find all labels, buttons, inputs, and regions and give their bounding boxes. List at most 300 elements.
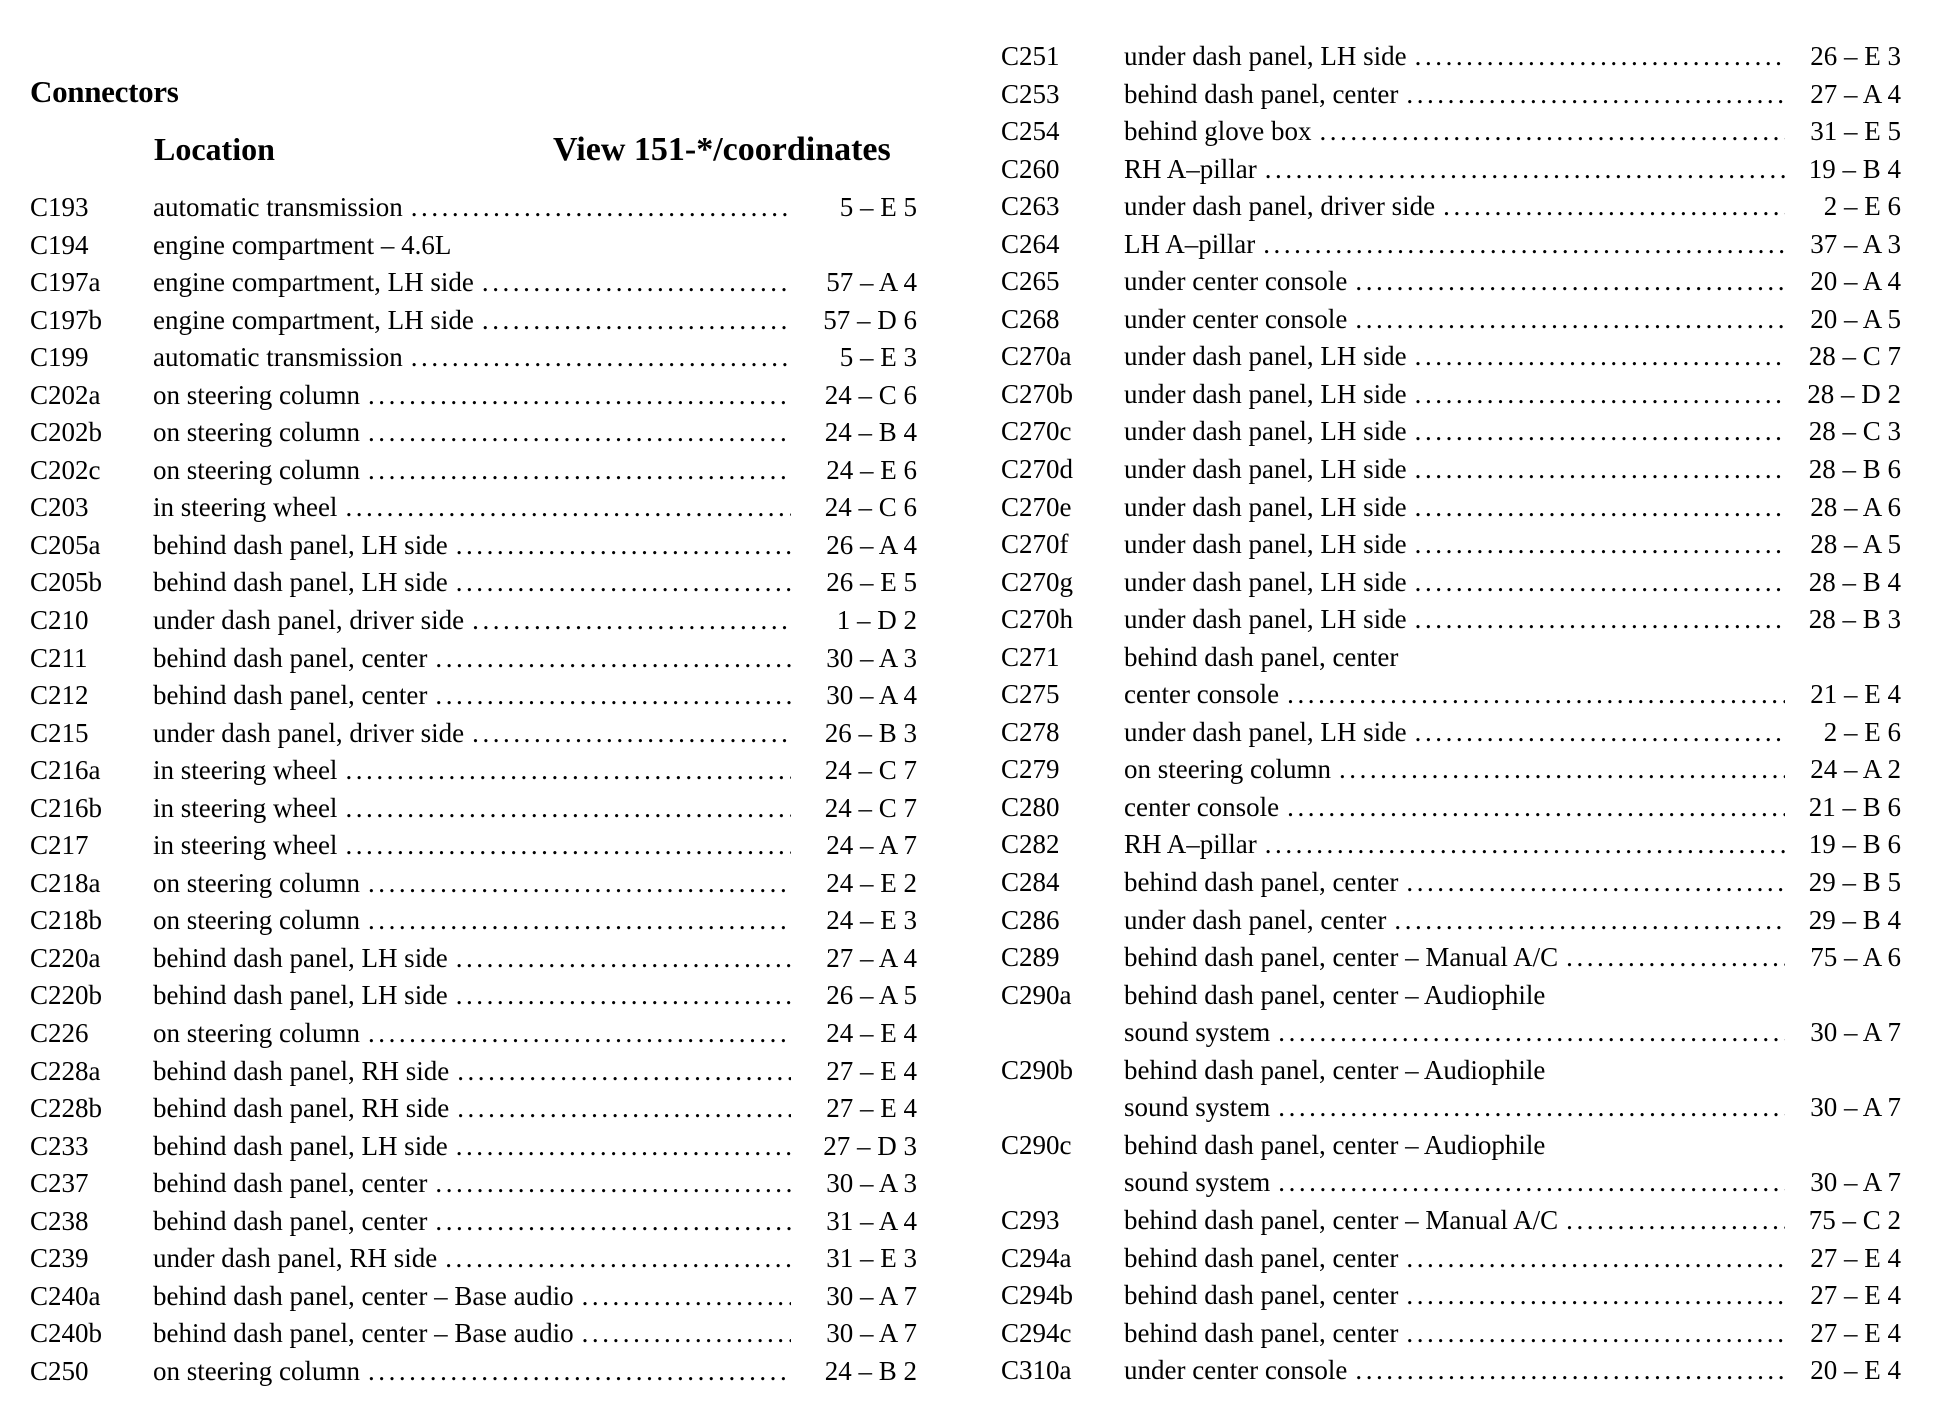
connector-code: C289 [1001,942,1060,973]
connector-row [30,940,940,978]
connector-row [30,339,940,377]
connector-location-cell [1124,939,1791,977]
connector-location: center console [1124,791,1280,822]
connector-location: in steering wheel [153,492,338,523]
connector-location: behind dash panel, center – Audiophile [1124,979,1546,1010]
dot-leader [435,1203,791,1241]
connector-row [1001,113,1911,151]
connector-location-cell [153,790,797,828]
connector-location: on steering column [153,867,360,898]
dot-leader [1406,76,1785,114]
dot-leader [1278,1164,1785,1202]
connector-location: RH A–pillar [1124,153,1257,184]
connector-location: on steering column [153,417,360,448]
connector-code: C197a [30,267,101,298]
view-coordinate: 20 – E 4 [1810,1355,1901,1386]
connector-location: behind dash panel, center [153,1168,428,1199]
connector-row [1001,676,1911,714]
dot-leader [1406,864,1785,902]
connector-row [30,302,940,340]
dot-leader [368,377,791,415]
connector-location-cell [153,977,797,1015]
connector-row [30,377,940,415]
connector-location-cell [153,564,797,602]
connector-code: C199 [30,342,89,373]
connector-location: behind dash panel, LH side [153,529,448,560]
connector-location: RH A–pillar [1124,829,1257,860]
connector-code: C278 [1001,716,1060,747]
connector-code: C220b [30,980,103,1011]
dot-leader [1339,751,1785,789]
dot-leader [1265,826,1785,864]
connector-row [30,1090,940,1128]
view-coordinate: 28 – B 4 [1808,566,1901,597]
dot-leader [1566,1202,1785,1240]
connector-code: C251 [1001,41,1060,71]
connector-code: C282 [1001,829,1060,860]
connector-row [1001,526,1911,564]
view-coordinate: 2 – E 6 [1823,716,1901,747]
view-coordinate: 30 – A 3 [826,1168,917,1199]
connector-location: under dash panel, LH side [1124,41,1407,71]
connector-location: under center console [1124,1355,1348,1386]
connector-row [30,1240,940,1278]
connector-row [1001,751,1911,789]
connector-location: engine compartment, LH side [153,267,474,298]
dot-leader [1287,789,1785,827]
view-coordinate: 20 – A 5 [1810,303,1901,334]
view-coordinate: 27 – E 4 [1810,1280,1901,1311]
connector-row [1001,826,1911,864]
connector-location-cell [153,1240,797,1278]
dot-leader [345,827,791,865]
connector-code: C293 [1001,1204,1060,1235]
view-coordinate: 27 – E 4 [1810,1242,1901,1273]
connector-row [30,414,940,452]
connector-row [1001,1052,1911,1090]
connector-location-cell [1124,489,1791,527]
connector-location-cell [1124,564,1791,602]
view-coordinate: 75 – A 6 [1810,942,1901,973]
view-coordinate: 28 – C 7 [1808,341,1901,372]
connector-code: C254 [1001,116,1060,147]
dot-leader [456,1128,791,1166]
view-coordinate: 30 – A 3 [826,642,917,673]
view-coordinate: 24 – B 2 [824,1355,917,1386]
connector-location-cell [153,1203,797,1241]
connector-location: under dash panel, LH side [1124,604,1407,635]
connector-row [1001,902,1911,940]
dot-leader [456,940,791,978]
connector-code: C194 [30,229,89,260]
dot-leader [435,677,791,715]
connector-row [1001,413,1911,451]
connector-location: behind dash panel, center [153,680,428,711]
connector-row [30,1203,940,1241]
connector-location: automatic transmission [153,192,403,222]
connector-row [1001,939,1911,977]
dot-leader [472,602,791,640]
connector-row [30,1353,940,1391]
connector-location-cell [1124,639,1791,677]
connector-location: under dash panel, RH side [153,1243,438,1274]
connector-row [30,790,940,828]
connector-location: on steering column [153,1355,360,1386]
connector-row [1001,1352,1911,1390]
connector-location: on steering column [1124,754,1331,785]
connector-code: C240a [30,1280,101,1311]
connector-code: C294c [1001,1317,1072,1348]
connector-location: behind glove box [1124,116,1312,147]
connector-row [30,527,940,565]
connector-code: C265 [1001,266,1060,297]
connector-location: under dash panel, LH side [1124,454,1407,485]
connector-location: sound system [1124,1017,1271,1048]
connector-code: C268 [1001,303,1060,334]
view-coordinate: 27 – D 3 [823,1130,917,1161]
connector-location-cell [1124,1352,1791,1390]
connector-code: C275 [1001,679,1060,710]
connector-code: C212 [30,680,89,711]
connector-location: under dash panel, LH side [1124,491,1407,522]
connector-location-cell [1124,714,1791,752]
dot-leader [1278,1089,1785,1127]
connector-row [1001,1089,1911,1127]
connector-location-cell [1124,751,1791,789]
connector-location: under dash panel, LH side [1124,566,1407,597]
view-coordinate: 5 – E 3 [839,342,917,373]
connector-row [1001,1315,1911,1353]
connector-code: C290b [1001,1054,1074,1085]
connector-code: C218a [30,867,101,898]
view-coordinate: 30 – A 4 [826,680,917,711]
dot-leader [1355,263,1785,301]
dot-leader [1319,113,1785,151]
connector-row [1001,714,1911,752]
connector-row [30,264,940,302]
view-coordinate: 26 – A 5 [826,980,917,1011]
connector-location: behind dash panel, center – Manual A/C [1124,942,1559,973]
dot-leader [582,1278,791,1316]
dot-leader [1406,1277,1785,1315]
connector-location: behind dash panel, LH side [153,942,448,973]
connector-row [30,827,940,865]
connector-location: behind dash panel, center [1124,1242,1399,1273]
dot-leader [1415,601,1785,639]
dot-leader [456,564,791,602]
dot-leader [482,264,791,302]
dot-leader [368,452,791,490]
connector-location-cell [1124,601,1791,639]
connector-location: sound system [1124,1092,1271,1123]
connector-location: behind dash panel, RH side [153,1093,450,1124]
dot-leader [457,1053,791,1091]
dot-leader [1415,714,1785,752]
dot-leader [435,1165,791,1203]
view-coordinate: 26 – B 3 [824,717,917,748]
connector-location: behind dash panel, LH side [153,567,448,598]
connector-location-cell [153,640,797,678]
dot-leader [456,977,791,1015]
connector-row [30,1278,940,1316]
connector-location: behind dash panel, center [1124,1280,1399,1311]
connector-row [30,715,940,753]
connector-row [1001,1014,1911,1052]
connector-location-cell [153,377,797,415]
connector-code: C239 [30,1243,89,1274]
connector-location-cell [1124,789,1791,827]
dot-leader [345,752,791,790]
dot-leader [345,790,791,828]
view-coordinate: 57 – D 6 [823,304,917,335]
view-coordinate: 24 – E 4 [826,1018,917,1049]
connector-location: behind dash panel, center [1124,641,1399,672]
view-coordinate: 57 – A 4 [826,267,917,298]
view-coordinate: 21 – B 6 [1808,791,1901,822]
connector-location-cell [153,1315,797,1353]
view-coordinate: 30 – A 7 [826,1280,917,1311]
dot-leader [1566,939,1785,977]
dot-leader [1443,188,1785,226]
connector-code: C202a [30,379,101,410]
connector-location: sound system [1124,1167,1271,1198]
connector-location: on steering column [153,379,360,410]
connector-code: C202c [30,454,101,485]
connector-location: automatic transmission [153,342,403,373]
connector-row [30,902,940,940]
view-coordinate: 27 – E 4 [826,1055,917,1086]
connector-row [1001,977,1911,1015]
connector-code: C253 [1001,78,1060,109]
connector-location: in steering wheel [153,755,338,786]
dot-leader [1415,451,1785,489]
connector-code: C226 [30,1018,89,1049]
connector-location: center console [1124,679,1280,710]
connector-location-cell [1124,1052,1791,1090]
connector-code: C271 [1001,641,1060,672]
connector-location-cell [1124,902,1791,940]
connector-code: C279 [1001,754,1060,785]
connector-row [1001,1164,1911,1202]
view-coordinate: 24 – E 3 [826,905,917,936]
view-coordinate: 26 – E 5 [826,567,917,598]
dot-leader [345,489,791,527]
view-coordinate: 21 – E 4 [1810,679,1901,710]
connector-code: C286 [1001,904,1060,935]
connector-row [30,189,940,227]
connector-location: under dash panel, LH side [1124,341,1407,372]
connector-location-cell [153,865,797,903]
connector-row [30,564,940,602]
connector-code: C290a [1001,979,1072,1010]
view-coordinate: 29 – B 5 [1808,867,1901,898]
view-coordinate: 30 – A 7 [1810,1167,1901,1198]
view-coordinate: 31 – E 5 [1810,116,1901,147]
connector-location-cell [1124,526,1791,564]
connector-location-cell [153,489,797,527]
view-coordinate: 26 – E 3 [1810,41,1901,71]
dot-leader [1287,676,1785,714]
view-coordinate: 29 – B 4 [1808,904,1901,935]
connector-location-cell [153,189,797,227]
connector-location-cell [153,1053,797,1091]
connector-code: C210 [30,605,89,636]
connector-row [30,977,940,1015]
view-coordinate: 24 – C 7 [824,755,917,786]
view-coordinate: 24 – A 2 [1810,754,1901,785]
connector-code: C211 [30,642,88,673]
connector-code: C205b [30,567,103,598]
view-coordinate: 75 – C 2 [1808,1204,1901,1235]
connector-row [1001,1277,1911,1315]
connector-location-cell [153,1128,797,1166]
connector-location: on steering column [153,454,360,485]
connector-location: under dash panel, driver side [153,605,465,636]
connector-row [30,1128,940,1166]
view-coordinate: 26 – A 4 [826,529,917,560]
connector-location: engine compartment – 4.6L [153,229,452,260]
connector-location-cell [1124,1240,1791,1278]
connector-location: behind dash panel, center [1124,1317,1399,1348]
connector-code: C270h [1001,604,1074,635]
connector-code: C270f [1001,529,1069,560]
connector-row [1001,151,1911,189]
connector-location-cell [1124,1315,1791,1353]
connector-location-cell [153,227,797,265]
connector-location-cell [1124,338,1791,376]
connector-code: C216a [30,755,101,786]
view-coordinate: 30 – A 7 [826,1318,917,1349]
dot-leader [411,339,791,377]
connector-location-cell [153,677,797,715]
connector-row [1001,1127,1911,1165]
connector-location-cell [1124,376,1791,414]
connector-code: C240b [30,1318,103,1349]
connector-code: C284 [1001,867,1060,898]
dot-leader [1355,1352,1785,1390]
view-coordinate: 20 – A 4 [1810,266,1901,297]
connector-code: C202b [30,417,103,448]
connector-code: C263 [1001,191,1060,222]
view-coordinate: 1 – D 2 [836,605,917,636]
view-coordinate: 28 – B 3 [1808,604,1901,635]
view-coordinate: 2 – E 6 [1823,191,1901,222]
connector-location-cell [1124,1277,1791,1315]
connector-code: C270c [1001,416,1072,447]
dot-leader [1355,301,1785,339]
dot-leader [1394,902,1785,940]
location-column-header: Location [154,131,275,167]
dot-leader [368,865,791,903]
connector-location-cell [1124,188,1791,226]
connector-code: C216b [30,792,103,823]
connector-row [30,452,940,490]
connector-row [30,227,940,265]
connector-row [1001,188,1911,226]
view-coordinate: 28 – C 3 [1808,416,1901,447]
connector-location: behind dash panel, center [1124,867,1399,898]
connector-location: behind dash panel, LH side [153,1130,448,1161]
connector-location-cell [1124,226,1791,264]
connector-location: under dash panel, driver side [153,717,465,748]
connector-location-cell [153,1165,797,1203]
dot-leader [368,1353,791,1391]
dot-leader [1406,1315,1785,1353]
connector-location: under dash panel, center [1124,904,1387,935]
view-coordinate: 24 – C 6 [824,379,917,410]
connector-location-cell [153,1278,797,1316]
connector-code: C250 [30,1355,89,1386]
connector-location-cell [1124,1164,1791,1202]
connector-row [30,865,940,903]
connector-row [30,640,940,678]
connector-location-cell [153,902,797,940]
connector-location: behind dash panel, LH side [153,980,448,1011]
connector-location: engine compartment, LH side [153,304,474,335]
connector-code: C290c [1001,1129,1072,1160]
page-title: Connectors [30,74,179,109]
connector-row [30,752,940,790]
connector-code: C215 [30,717,89,748]
dot-leader [1415,564,1785,602]
connector-location-cell [1124,676,1791,714]
connector-row [1001,789,1911,827]
connector-location: behind dash panel, center – Manual A/C [1124,1204,1559,1235]
connector-code: C270d [1001,454,1074,485]
connector-location-cell [1124,1202,1791,1240]
connector-row [30,1165,940,1203]
connector-code: C233 [30,1130,89,1161]
connector-location-cell [153,1353,797,1391]
view-coordinate: 28 – D 2 [1807,378,1901,409]
dot-leader [457,1090,791,1128]
view-coordinate: 31 – A 4 [826,1205,917,1236]
connector-location: behind dash panel, center [153,642,428,673]
view-coordinate: 24 – C 6 [824,492,917,523]
connector-code: C228a [30,1055,101,1086]
dot-leader [1415,376,1785,414]
connector-location: in steering wheel [153,792,338,823]
view-coordinate: 24 – E 2 [826,867,917,898]
connector-location-cell [1124,38,1791,76]
connector-location: under center console [1124,303,1348,334]
dot-leader [411,189,791,227]
connector-location-cell [1124,451,1791,489]
connector-location: LH A–pillar [1124,228,1256,259]
connector-location-cell [1124,301,1791,339]
view-coordinate: 24 – E 6 [826,454,917,485]
view-coordinate: 24 – B 4 [824,417,917,448]
connector-location-cell [153,827,797,865]
view-coordinate: 27 – E 4 [826,1093,917,1124]
connector-row [1001,1202,1911,1240]
connector-location: under dash panel, LH side [1124,529,1407,560]
connector-location-cell [153,527,797,565]
connector-row [1001,864,1911,902]
dot-leader [1263,226,1785,264]
connector-row [1001,489,1911,527]
view-coordinate: 27 – A 4 [1810,78,1901,109]
connector-code: C294a [1001,1242,1072,1273]
view-coordinate: 30 – A 7 [1810,1017,1901,1048]
connector-location: under dash panel, driver side [1124,191,1436,222]
connector-location: under dash panel, LH side [1124,416,1407,447]
connector-code: C220a [30,942,101,973]
connector-location-cell [153,302,797,340]
connector-location: behind dash panel, center [153,1205,428,1236]
connector-location-cell [153,264,797,302]
connector-code: C238 [30,1205,89,1236]
